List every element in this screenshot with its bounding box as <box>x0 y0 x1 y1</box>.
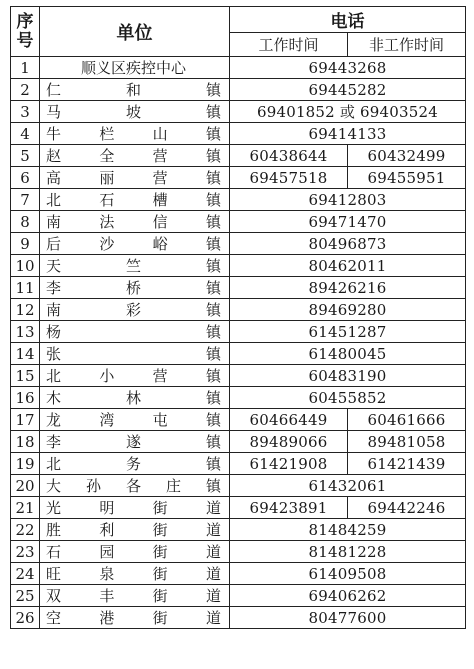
row-unit <box>40 475 230 497</box>
row-unit-label: 北 小 营 镇 <box>46 367 221 385</box>
row-unit-label: 龙 湾 屯 镇 <box>46 411 221 429</box>
table-row <box>11 233 466 255</box>
row-seq: 19 <box>11 453 40 475</box>
row-seq: 16 <box>11 387 40 409</box>
row-unit-label: 光 明 街 道 <box>46 499 221 517</box>
row-phone: 61409508 <box>230 563 466 585</box>
row-off-phone: 60461666 <box>348 409 466 431</box>
row-seq: 13 <box>11 321 40 343</box>
row-unit <box>40 365 230 387</box>
table-row <box>11 453 466 475</box>
row-unit-label: 北 务 镇 <box>46 455 221 473</box>
table-row <box>11 211 466 233</box>
row-unit <box>40 189 230 211</box>
table-row <box>11 189 466 211</box>
row-off-phone: 69442246 <box>348 497 466 519</box>
header-row <box>11 7 466 33</box>
table-row <box>11 409 466 431</box>
row-unit <box>40 453 230 475</box>
row-unit-label: 双 丰 街 道 <box>46 587 221 605</box>
row-phone: 89469280 <box>230 299 466 321</box>
row-unit <box>40 145 230 167</box>
row-seq: 23 <box>11 541 40 563</box>
row-unit-label: 木 林 镇 <box>46 389 221 407</box>
row-phone: 61480045 <box>230 343 466 365</box>
row-seq: 10 <box>11 255 40 277</box>
row-unit-label: 胜 利 街 道 <box>46 521 221 539</box>
row-seq: 20 <box>11 475 40 497</box>
row-seq: 22 <box>11 519 40 541</box>
row-seq: 12 <box>11 299 40 321</box>
header-work-hours: 工作时间 <box>230 33 348 57</box>
row-phone: 80477600 <box>230 607 466 629</box>
table-row <box>11 431 466 453</box>
table-row <box>11 167 466 189</box>
row-unit-label: 高 丽 营 镇 <box>46 169 221 187</box>
row-unit-label: 赵 全 营 镇 <box>46 147 221 165</box>
table-row <box>11 255 466 277</box>
row-unit <box>40 299 230 321</box>
row-unit <box>40 343 230 365</box>
row-seq: 1 <box>11 57 40 79</box>
row-off-phone: 69455951 <box>348 167 466 189</box>
row-unit-label: 石 园 街 道 <box>46 543 221 561</box>
table-row <box>11 123 466 145</box>
row-seq: 7 <box>11 189 40 211</box>
row-unit <box>40 563 230 585</box>
row-phone: 89426216 <box>230 277 466 299</box>
row-unit-label: 仁 和 镇 <box>46 81 221 99</box>
table-row <box>11 321 466 343</box>
row-unit-label: 北 石 槽 镇 <box>46 191 221 209</box>
table-row <box>11 585 466 607</box>
row-phone: 69443268 <box>230 57 466 79</box>
row-phone: 80462011 <box>230 255 466 277</box>
table-row <box>11 519 466 541</box>
row-seq: 6 <box>11 167 40 189</box>
table-row <box>11 541 466 563</box>
header-seq-label: 序 号 <box>16 11 34 51</box>
row-off-phone: 89481058 <box>348 431 466 453</box>
row-phone: 61432061 <box>230 475 466 497</box>
row-unit <box>40 497 230 519</box>
row-seq: 3 <box>11 101 40 123</box>
row-seq: 8 <box>11 211 40 233</box>
row-unit <box>40 541 230 563</box>
row-unit-label: 马 坡 镇 <box>46 103 221 121</box>
row-unit <box>40 101 230 123</box>
row-unit-label: 旺 泉 街 道 <box>46 565 221 583</box>
row-seq: 21 <box>11 497 40 519</box>
row-unit <box>40 167 230 189</box>
row-unit <box>40 57 230 79</box>
row-unit <box>40 277 230 299</box>
table-body <box>11 57 466 629</box>
table-row <box>11 57 466 79</box>
row-unit-label: 后 沙 峪 镇 <box>46 235 221 253</box>
row-phone: 61451287 <box>230 321 466 343</box>
row-unit <box>40 123 230 145</box>
row-unit <box>40 211 230 233</box>
row-work-phone: 60466449 <box>230 409 348 431</box>
row-work-phone: 69423891 <box>230 497 348 519</box>
row-seq: 4 <box>11 123 40 145</box>
row-seq: 26 <box>11 607 40 629</box>
table-row <box>11 343 466 365</box>
row-unit <box>40 409 230 431</box>
row-unit-label: 南 法 信 镇 <box>46 213 221 231</box>
row-unit <box>40 519 230 541</box>
row-seq: 9 <box>11 233 40 255</box>
table-row <box>11 277 466 299</box>
row-phone: 69406262 <box>230 585 466 607</box>
row-unit-label: 空 港 街 道 <box>46 609 221 627</box>
header-seq <box>11 7 40 57</box>
table-row <box>11 475 466 497</box>
row-unit <box>40 321 230 343</box>
row-phone: 69445282 <box>230 79 466 101</box>
row-work-phone: 60438644 <box>230 145 348 167</box>
table-row <box>11 607 466 629</box>
table-row <box>11 387 466 409</box>
row-seq: 5 <box>11 145 40 167</box>
row-unit-label: 天 竺 镇 <box>46 257 221 275</box>
row-seq: 25 <box>11 585 40 607</box>
row-phone: 80496873 <box>230 233 466 255</box>
row-unit <box>40 79 230 101</box>
phone-directory-table <box>10 6 466 629</box>
row-unit-label: 张 镇 <box>46 345 221 363</box>
row-seq: 24 <box>11 563 40 585</box>
row-seq: 15 <box>11 365 40 387</box>
row-seq: 11 <box>11 277 40 299</box>
row-unit <box>40 387 230 409</box>
row-phone: 69471470 <box>230 211 466 233</box>
row-phone: 60483190 <box>230 365 466 387</box>
row-unit <box>40 585 230 607</box>
row-phone: 69414133 <box>230 123 466 145</box>
row-unit <box>40 233 230 255</box>
table-row <box>11 145 466 167</box>
table-row <box>11 101 466 123</box>
row-unit-label: 杨 镇 <box>46 323 221 341</box>
table-row <box>11 79 466 101</box>
row-unit-label: 南 彩 镇 <box>46 301 221 319</box>
row-phone: 81484259 <box>230 519 466 541</box>
row-work-phone: 61421908 <box>230 453 348 475</box>
row-seq: 14 <box>11 343 40 365</box>
row-unit <box>40 607 230 629</box>
row-unit-label: 李 桥 镇 <box>46 279 221 297</box>
row-off-phone: 61421439 <box>348 453 466 475</box>
row-unit-label: 牛 栏 山 镇 <box>46 125 221 143</box>
table-row <box>11 299 466 321</box>
header-unit: 单位 <box>40 7 230 57</box>
row-work-phone: 69457518 <box>230 167 348 189</box>
row-unit <box>40 431 230 453</box>
row-unit-label: 顺义区疾控中心 <box>80 59 186 77</box>
header-off-hours: 非工作时间 <box>348 33 466 57</box>
row-phone: 81481228 <box>230 541 466 563</box>
row-seq: 2 <box>11 79 40 101</box>
row-unit-label: 李 遂 镇 <box>46 433 221 451</box>
row-off-phone: 60432499 <box>348 145 466 167</box>
row-phone: 69401852 或 69403524 <box>230 101 466 123</box>
row-unit-label: 大 孙 各 庄 镇 <box>46 477 221 495</box>
row-seq: 18 <box>11 431 40 453</box>
row-phone: 69412803 <box>230 189 466 211</box>
table-row <box>11 563 466 585</box>
row-seq: 17 <box>11 409 40 431</box>
row-unit <box>40 255 230 277</box>
table-row <box>11 365 466 387</box>
table-row <box>11 497 466 519</box>
row-phone: 60455852 <box>230 387 466 409</box>
row-work-phone: 89489066 <box>230 431 348 453</box>
header-phone: 电话 <box>230 7 466 33</box>
